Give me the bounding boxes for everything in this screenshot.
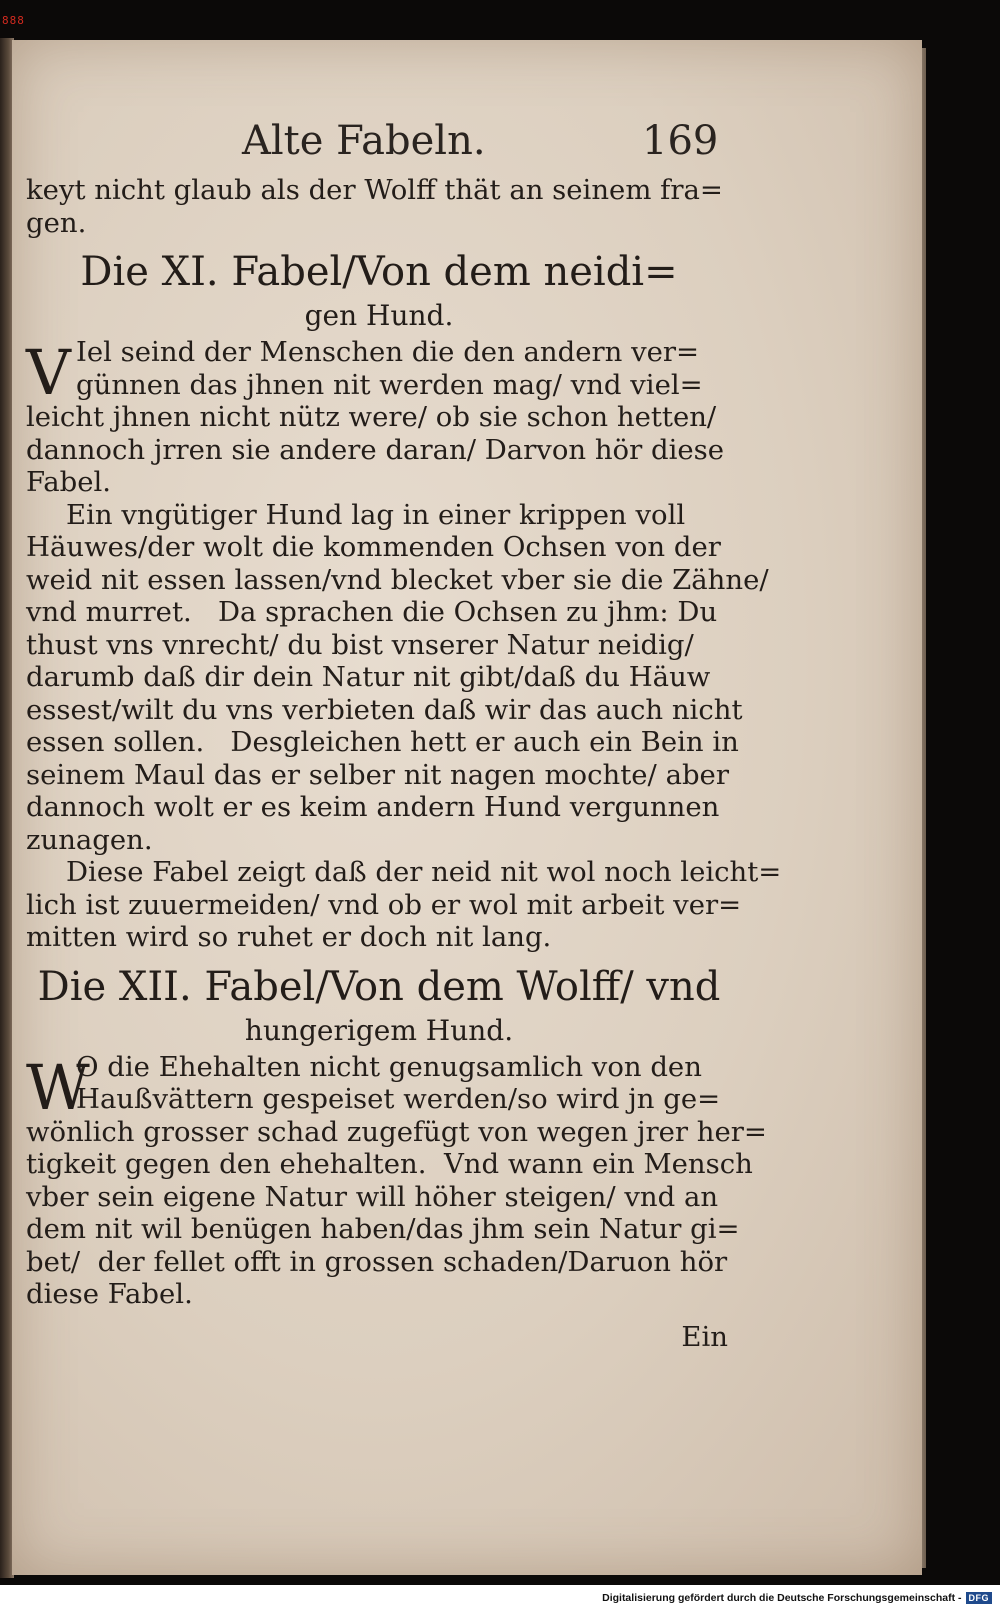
book-page — [12, 40, 922, 1575]
text-line: diese Fabel. — [26, 1278, 193, 1310]
text-line: seinem Maul das er selber nit nagen mochte/ aber — [26, 758, 729, 791]
catchword: Ein — [681, 1320, 728, 1353]
drop-cap: V — [26, 336, 71, 409]
text-line: bet/ der fellet offt in grossen schaden/Daruon hör — [26, 1245, 728, 1278]
text-line: darumb daß dir dein Natur nit gibt/daß du Häuw — [26, 661, 711, 693]
text-line: thust vns vnrecht/ du bist vnserer Natur neidig/ — [26, 628, 694, 661]
fable-heading-continued: hungerigem Hund. — [244, 1013, 514, 1047]
corner-mark: 888 — [2, 14, 25, 27]
text-line: gen. — [26, 206, 87, 239]
text-line: zunagen. — [26, 823, 153, 856]
text-line: vber sein eigene Natur will höher steigen/ vnd an — [26, 1180, 719, 1213]
fable-heading-continued: gen Hund. — [304, 299, 454, 332]
text-line: dem nit wil benügen haben/das jhm sein Natur gi= — [26, 1213, 740, 1245]
text-line: vnd murret. Da sprachen die Ochsen zu jhm: Du — [26, 596, 718, 628]
text-line: wönlich grosser schad zugefügt von wegen jrer her= — [26, 1115, 767, 1148]
page-number: 169 — [642, 118, 719, 164]
text-line: essen sollen. Desgleichen hett er auch ein Bein in — [26, 726, 739, 758]
page-text — [26, 174, 782, 1353]
text-line: Haußvättern gespeiset werden/so wird jn ge= — [76, 1083, 721, 1115]
text-line: Fabel. — [26, 466, 112, 498]
running-title: Alte Fabeln. — [242, 118, 486, 164]
text-line: dannoch jrren sie andere daran/ Darvon hör diese — [26, 433, 725, 466]
text-line: weid nit essen lassen/vnd blecket vber sie die Zähne/ — [26, 563, 769, 596]
text-line: tigkeit gegen den ehehalten. Vnd wann ein Mensch — [26, 1148, 753, 1180]
text-line: essest/wilt du vns verbieten daß wir das auch nicht — [26, 693, 743, 726]
text-line: lich ist zuuermeiden/ vnd ob er wol mit arbeit ver= — [26, 888, 742, 921]
fable-heading: Die XII. Fabel/Von dem Wolff/ vnd — [37, 963, 721, 1010]
dfg-logo: DFG — [966, 1592, 993, 1604]
text-line: leicht jhnen nicht nütz were/ ob sie schon hetten/ — [26, 401, 717, 433]
drop-cap: W — [26, 1050, 90, 1124]
text-line: Iel seind der Menschen die den andern ver= — [76, 336, 700, 368]
text-line: Ein vngütiger Hund lag in einer krippen voll — [66, 498, 686, 531]
text-line: mitten wird so ruhet er doch nit lang. — [26, 921, 552, 953]
text-line: günnen das jhnen nit werden mag/ vnd viel= — [76, 368, 703, 401]
text-line: O die Ehehalten nicht genugsamlich von den — [76, 1050, 702, 1083]
text-line: keyt nicht glaub als der Wolff thät an seinem fra= — [26, 174, 723, 206]
text-line: Diese Fabel zeigt daß der neid nit wol noch leicht= — [66, 856, 782, 888]
digitization-credit — [598, 1587, 996, 1609]
fable-heading: Die XI. Fabel/Von dem neidi= — [80, 249, 678, 295]
text-line: Häuwes/der wolt die kommenden Ochsen von der — [26, 531, 721, 563]
text-line: dannoch wolt er es keim andern Hund vergunnen — [26, 791, 720, 823]
credit-text: Digitalisierung gefördert durch die Deutsche Forschungsgemeinschaft - — [602, 1592, 962, 1604]
